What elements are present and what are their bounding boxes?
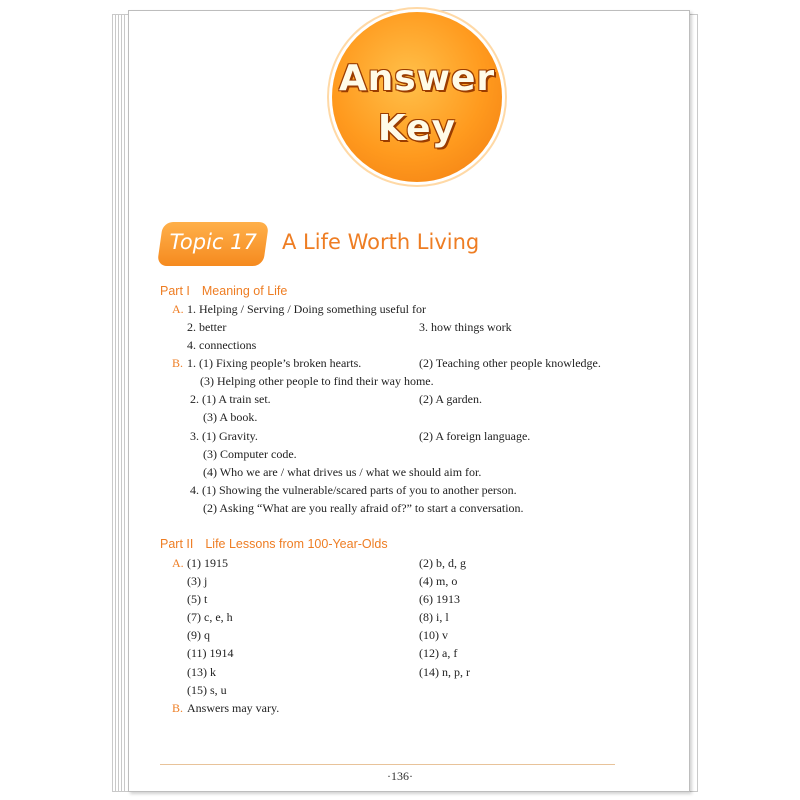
section-label-a: A. <box>172 302 184 316</box>
answer-line: 1. (1) Fixing people’s broken hearts. <box>187 356 362 370</box>
answer-item: (15) s, u <box>187 683 227 697</box>
part-1-heading <box>160 284 287 298</box>
answer-line: Answers may vary. <box>187 701 280 715</box>
section-label-b: B. <box>172 356 184 370</box>
answer-item: (12) a, f <box>419 646 458 660</box>
topic-badge <box>157 222 269 266</box>
part-1-number: Part I <box>160 284 190 298</box>
answer-line: 4. connections <box>187 338 257 352</box>
badge-line-1: Answer <box>338 58 496 99</box>
answer-line: 2. (1) A train set. <box>190 392 271 406</box>
answer-item: (1) 1915 <box>187 556 228 570</box>
answer-item: (8) i, l <box>419 610 449 624</box>
answer-item: (7) c, e, h <box>187 610 233 624</box>
topic-badge-label: Topic 17 <box>169 230 257 254</box>
topic-title: A Life Worth Living <box>282 230 480 254</box>
answer-item: (6) 1913 <box>419 592 460 606</box>
part-2-title: Life Lessons from 100-Year-Olds <box>205 537 388 551</box>
answer-line: (2) A foreign language. <box>419 429 531 443</box>
answer-item: (13) k <box>187 665 216 679</box>
answer-line: 4. (1) Showing the vulnerable/scared parts of you to another person. <box>190 483 517 497</box>
section-label-a: A. <box>172 556 184 570</box>
answer-item: (14) n, p, r <box>419 665 470 679</box>
answer-line: (3) Computer code. <box>203 447 297 461</box>
part-2-heading <box>160 537 388 551</box>
answer-key-badge <box>332 12 502 182</box>
answer-line: (2) Teaching other people knowledge. <box>419 356 601 370</box>
section-label-b: B. <box>172 701 184 715</box>
answer-line: 3. (1) Gravity. <box>190 429 258 443</box>
part-2-number: Part II <box>160 537 194 551</box>
answer-item: (10) v <box>419 628 448 642</box>
answer-line: (3) A book. <box>203 410 258 424</box>
answer-line: (2) A garden. <box>419 392 482 406</box>
answer-line: (3) Helping other people to find their way home. <box>200 374 434 388</box>
badge-line-2: Key <box>377 108 457 149</box>
answer-item: (5) t <box>187 592 208 606</box>
answer-item: (2) b, d, g <box>419 556 466 570</box>
answer-line: 3. how things work <box>419 320 512 334</box>
page-number: ·136· <box>387 769 413 783</box>
answer-line: (4) Who we are / what drives us / what we should aim for. <box>203 465 482 479</box>
answer-line: 2. better <box>187 320 227 334</box>
part-1-title: Meaning of Life <box>201 284 288 298</box>
footer-divider <box>160 764 615 765</box>
answer-item: (3) j <box>187 574 208 588</box>
answer-line: 1. Helping / Serving / Doing something useful for <box>187 302 426 316</box>
answer-item: (9) q <box>187 628 210 642</box>
answer-item: (11) 1914 <box>187 646 234 660</box>
answer-line: (2) Asking “What are you really afraid of?” to start a conversation. <box>203 501 524 515</box>
answer-item: (4) m, o <box>419 574 458 588</box>
